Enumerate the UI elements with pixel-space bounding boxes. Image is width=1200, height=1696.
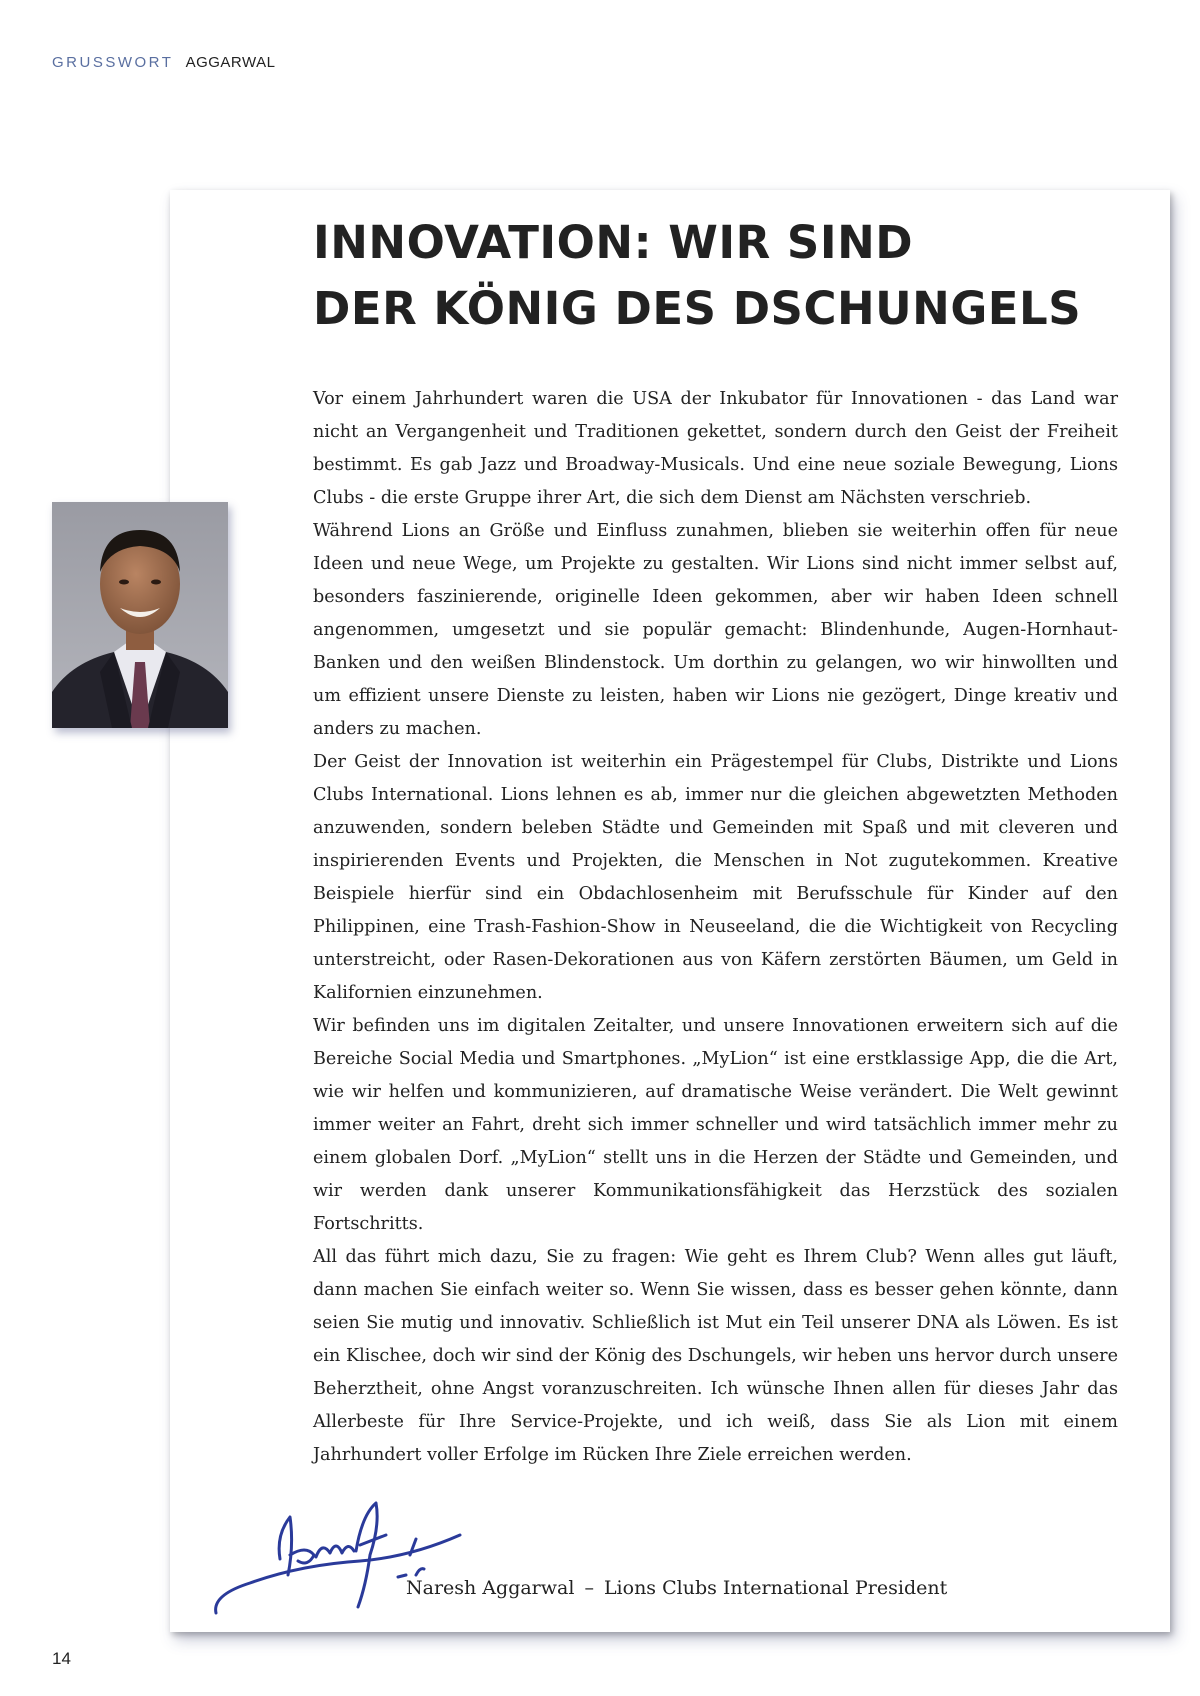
page-number: 14 (52, 1649, 71, 1668)
paragraph: All das führt mich dazu, Sie zu fragen: Wie geht es Ihrem Club? Wenn alles gut läuft, dann machen Sie einfach weiter so. Wenn Sie wissen, dass es besser gehen könnte, dann seien Sie mutig und innovativ. Schließlich ist Mut ein Teil unserer DNA als Löwen. Es ist ein Klischee, doch wir sind der König des Dschungels, wir heben uns hervor durch unsere Beherztheit, ohne Angst voranzuschreiten. Ich wünsche Ihnen allen für dieses Jahr das Allerbeste für Ihre Service-Projekte, und ich weiß, dass Sie als Lion mit einem Jahrhundert voller Erfolge im Rücken Ihre Ziele erreichen werden. (313, 1247, 1118, 1465)
signoff-name: Naresh Aggarwal (406, 1577, 575, 1599)
title-line-2: DER KÖNIG DES DSCHUNGELS (313, 282, 1082, 335)
running-header (52, 54, 275, 71)
paragraph: Der Geist der Innovation ist weiterhin ein Prägestempel für Clubs, Distrikte und Lions Clubs International. Lions lehnen es ab, immer nur die gleichen abgewetzten Methoden anzuwenden, sondern beleben Städte und Gemeinden mit Spaß und mit cleveren und inspirierenden Events und Projekten, die Menschen in Not zugutekommen. Kreative Beispiele hierfür sind ein Obdachlosenheim mit Berufsschule für Kinder auf den Philippinen, eine Trash-Fashion-Show in Neuseeland, die die Wichtigkeit von Recycling unterstreicht, oder Rasen-Dekorationen aus von Käfern zerstörten Bäumen, um Geld in Kalifornien einzunehmen. (313, 752, 1118, 1003)
article-body (313, 383, 1118, 1472)
handwritten-signature (210, 1495, 480, 1625)
author-portrait (52, 502, 228, 728)
paragraph: Vor einem Jahrhundert waren die USA der Inkubator für Innovationen - das Land war nicht an Vergangenheit und Traditionen gekettet, sondern durch den Geist der Freiheit bestimmt. Es gab Jazz und Broadway-Musicals. Und eine neue soziale Bewegung, Lions Clubs - die erste Gruppe ihrer Art, die sich dem Dienst am Nächsten verschrieb. (313, 389, 1118, 508)
running-header-name: AGGARWAL (185, 54, 276, 71)
title-line-1: INNOVATION: WIR SIND (313, 216, 914, 269)
signoff-role: Lions Clubs International President (603, 1577, 948, 1599)
paragraph: Wir befinden uns im digitalen Zeitalter, und unsere Innovationen erweitern sich auf die Bereiche Social Media und Smartphones. „MyLion“ ist eine erstklassige App, die die Art, wie wir helfen und kommunizieren, auf dramatische Weise verändert. Die Welt gewinnt immer weiter an Fahrt, dreht sich immer schneller und wird tatsächlich immer mehr zu einem globalen Dorf. „MyLion“ stellt uns in die Herzen der Städte und Gemeinden, und wir werden dank unserer Kommunikationsfähigkeit das Herzstück des sozialen Fortschritts. (313, 1016, 1118, 1234)
signoff (406, 1577, 947, 1599)
article-title (313, 210, 1133, 342)
paragraph: Während Lions an Größe und Einfluss zunahmen, blieben sie weiterhin offen für neue Ideen und neue Wege, um Projekte zu gestalten. Wir Lions sind nicht immer selbst auf, besonders faszinierende, originelle Ideen gekommen, aber wir haben Ideen schnell angenommen, umgesetzt und sie populär gemacht: Blindenhunde, Augen-Hornhaut-Banken und den weißen Blindenstock. Um dorthin zu gelangen, wo wir hinwollten und um effizient unsere Dienste zu leisten, haben wir Lions nie gezögert, Dinge kreativ und anders zu machen. (313, 521, 1118, 739)
running-header-section: GRUSSWORT (52, 54, 174, 71)
signoff-dash: – (584, 1577, 594, 1599)
